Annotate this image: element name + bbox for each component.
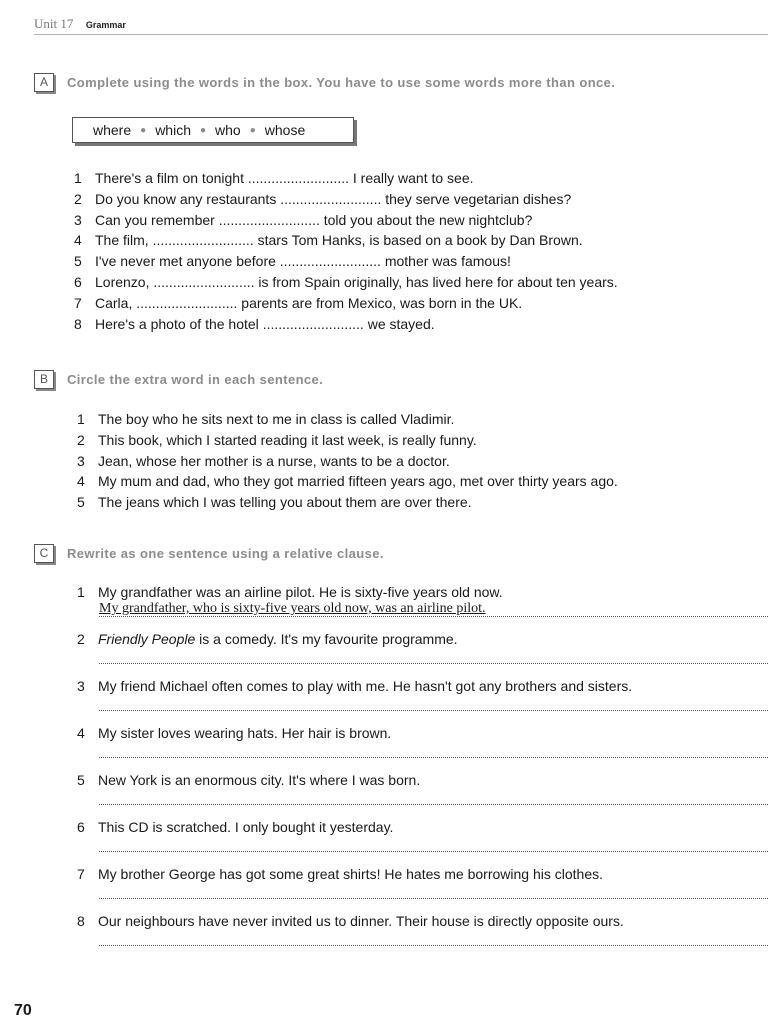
answer-blank[interactable]: .......................... [279,253,381,270]
item-number: 1 [74,170,82,186]
exercise-a-item [74,251,618,272]
exercise-a-item [74,314,618,335]
answer-line[interactable] [99,851,768,852]
header-rule [34,34,768,35]
item-number: 7 [77,866,85,882]
item-text: I've never met anyone before [95,253,276,270]
answer-blank[interactable]: .......................... [262,315,364,332]
item-text: I really want to see. [352,170,474,186]
item-number: 6 [74,273,82,290]
exercise-b-item[interactable] [77,492,618,513]
item-text: There's a film on tonight [95,170,244,186]
answer-blank[interactable]: .......................... [280,190,382,207]
item-text: told you about the new nightclub? [323,211,533,228]
exercise-a-heading [34,71,615,93]
exercise-a-item [74,272,618,293]
word-box [72,117,354,143]
exercise-b-item[interactable] [77,451,618,472]
exercise-c-list [77,583,768,959]
exercise-b-letter: B [34,370,54,389]
word-box-word: which [155,122,191,138]
item-number: 5 [77,772,85,788]
exercise-a-instruction: Complete using the words in the box. You have to use some words more than once. [67,74,616,90]
item-number: 7 [74,294,82,311]
item-text[interactable]: This book, which I started reading it last week, is really funny. [98,431,477,448]
item-number: 4 [74,232,82,249]
item-title: Friendly People [98,631,196,647]
item-text[interactable]: My mum and dad, who they got married fifteen years ago, met over thirty years ago. [98,473,618,490]
item-text: Our neighbours have never invited us to dinner. Their house is directly opposite ours. [98,913,624,929]
exercise-c-letter: C [34,544,54,563]
exercise-b-instruction: Circle the extra word in each sentence. [67,371,324,387]
item-number: 4 [77,473,85,490]
item-text: mother was famous! [384,253,511,270]
exercise-c-item [77,818,768,865]
item-text: My grandfather was an airline pilot. He is sixty-five years old now. [98,584,503,600]
item-number: 8 [74,315,82,332]
answer-blank[interactable]: .......................... [153,273,255,290]
answer-line[interactable] [99,757,768,758]
item-number: 5 [74,253,82,270]
unit-label: Unit 17 [34,16,74,31]
exercise-c-item [77,865,768,912]
item-text: is from Spain originally, has lived here for about ten years. [258,273,618,290]
word-box-word: where [93,122,132,138]
answer-line[interactable] [99,710,768,711]
bullet-icon: ● [140,124,147,136]
exercise-a-item [74,189,618,210]
item-number: 1 [77,584,85,600]
item-number: 2 [77,431,85,448]
item-number: 5 [77,494,85,511]
answer-line[interactable] [99,616,768,617]
word-box-word: who [215,122,241,138]
answer-blank[interactable]: .......................... [247,170,349,186]
answer-line[interactable] [99,898,768,899]
item-text[interactable]: The jeans which I was telling you about them are over there. [98,494,472,511]
exercise-a-list [74,168,618,334]
item-text: Can you remember [95,211,215,228]
item-text: Lorenzo, [95,273,150,290]
item-text: My sister loves wearing hats. Her hair is brown. [98,725,392,741]
exercise-b-item[interactable] [77,471,618,492]
item-text: they serve vegetarian dishes? [385,190,572,207]
answer-blank[interactable]: .......................... [152,232,254,249]
item-text[interactable]: Jean, whose her mother is a nurse, wants to be a doctor. [98,452,450,469]
item-number: 4 [77,725,85,741]
exercise-c-item [77,912,768,959]
exercise-c-item [77,677,768,724]
exercise-b-item[interactable] [77,409,618,430]
bullet-icon: ● [249,124,256,136]
answer-line[interactable] [99,663,768,664]
item-text: is a comedy. It's my favourite programme. [195,631,458,647]
item-text: My friend Michael often comes to play with me. He hasn't got any brothers and sisters. [98,678,633,694]
item-number: 6 [77,819,85,835]
item-number: 3 [77,452,85,469]
exercise-b-item[interactable] [77,430,618,451]
item-text: The film, [95,232,149,249]
exercise-a-item [74,230,618,251]
answer-blank[interactable]: .......................... [218,211,320,228]
exercise-c-item [77,724,768,771]
exercise-b-heading [34,368,323,390]
item-number: 2 [77,631,85,647]
item-text: parents are from Mexico, was born in the UK. [241,294,523,311]
answer-blank[interactable]: .......................... [136,294,238,311]
exercise-a-letter: A [34,73,54,92]
example-answer: My grandfather, who is sixty-five years old now, was an airline pilot. [99,601,486,616]
item-text: Carla, [95,294,133,311]
exercise-a-item [74,168,618,189]
exercise-b-list [77,409,618,513]
exercise-c-item [77,583,768,630]
exercise-c-heading [34,542,384,564]
item-text: Do you know any restaurants [95,190,277,207]
section-label: Grammar [85,20,126,30]
item-text[interactable]: The boy who he sits next to me in class is called Vladimir. [98,411,455,427]
exercise-a-item [74,293,618,314]
exercise-a-item [74,210,618,231]
answer-line[interactable] [99,945,768,946]
item-text: stars Tom Hanks, is based on a book by Dan Brown. [257,232,583,249]
item-text: This CD is scratched. I only bought it yesterday. [98,819,394,835]
bullet-icon: ● [199,124,207,136]
item-number: 3 [77,678,85,694]
exercise-c-item [77,630,768,677]
item-text: My brother George has got some great shirts! He hates me borrowing his clothes. [98,866,604,882]
item-text: Here's a photo of the hotel [95,315,259,332]
word-box-word: whose [264,122,306,138]
item-number: 8 [77,913,85,929]
item-text: we stayed. [367,315,435,332]
page-number: 70 [14,1002,32,1019]
item-number: 2 [74,190,82,207]
answer-line[interactable] [99,804,768,805]
exercise-c-item [77,771,768,818]
item-number: 1 [77,411,85,427]
item-text: New York is an enormous city. It's where I was born. [98,772,421,788]
item-number: 3 [74,211,82,228]
exercise-c-instruction: Rewrite as one sentence using a relative clause. [67,545,384,561]
